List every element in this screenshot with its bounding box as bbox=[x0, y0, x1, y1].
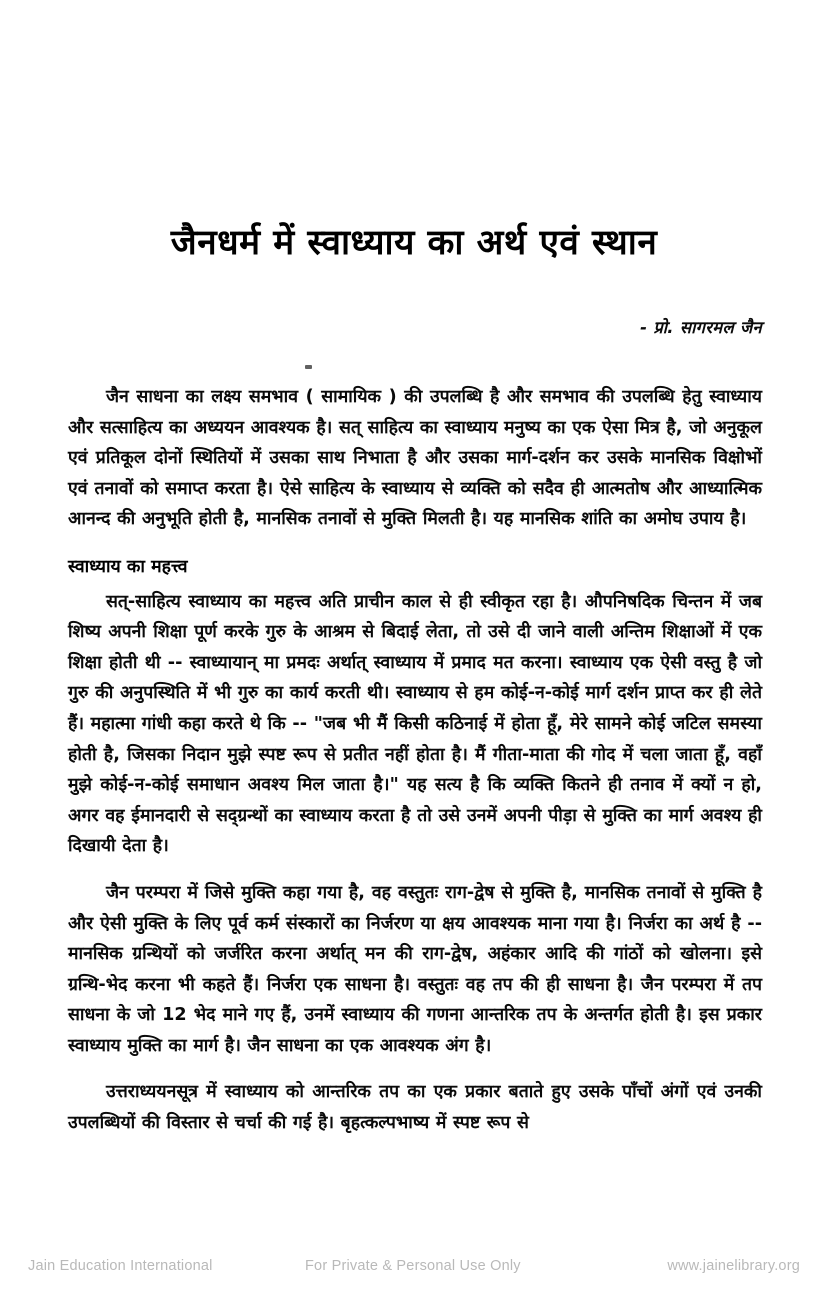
section-heading-importance-of-svadhyaya: स्वाध्याय का महत्त्व bbox=[68, 556, 188, 577]
page-footer bbox=[0, 1258, 828, 1282]
footer-website-url[interactable]: www.jainelibrary.org bbox=[667, 1258, 800, 1274]
author-byline: - प्रो. सागरमल जैन bbox=[640, 318, 762, 337]
footer-organization: Jain Education International bbox=[28, 1258, 213, 1274]
paragraph-3 bbox=[68, 878, 762, 1062]
paragraph-2 bbox=[68, 587, 762, 862]
page-title: जैनधर्म में स्वाध्याय का अर्थ एवं स्थान bbox=[170, 223, 658, 263]
paragraph-4: उत्तराध्ययनसूत्र में स्वाध्याय को आन्तरिक तप का एक प्रकार बताते हुए उसके पाँचों अंगों एवं उनकी उपलब्धियों की विस्तार से चर्चा की गई है। बृहत्कल्पभाष्य में स्पष्ट रूप से bbox=[68, 1082, 762, 1134]
paragraph-2-trailing-text: यह सत्य है कि व्यक्ति कितने ही तनाव में क्यों न हो, अगर वह ईमानदारी से सद्ग्रन्थों का स्वाध्याय करता है तो उसे उनमें अपनी पीड़ा से मुक्ति का मार्ग अवश्य ही दिखायी देता है। bbox=[68, 775, 762, 857]
gandhi-quotation: "जब भी मैं किसी कठिनाई में होता हूँ, मेरे सामने कोई जटिल समस्या होती है, जिसका निदान मुझे स्पष्ट रूप से प्रतीत नहीं होता है। मैं गीता-माता की गोद में चला जाता हूँ, वहाँ मुझे कोई-न-कोई समाधान अवश्य मिल जाता है।" bbox=[68, 713, 762, 796]
paragraph-3-text-a: जैन परम्परा में जिसे मुक्ति कहा गया है, वह वस्तुतः राग-द्वेष से मुक्ति है, मानसिक तनावों से मुक्ति है और ऐसी मुक्ति के लिए पूर्व कर्म संस्कारों का निर्जरण या क्षय आवश्यक माना गया है। निर्जरा का अर्थ है -- मानसिक ग्रन्थियों को जर्जरित करना अर्थात् मन की राग-द्वेष, अहंकार आदि की गांठों को खोलना। इसे ग्रन्थि-भेद करना भी कहते हैं। निर्जरा एक साधना है। वस्तुतः वह तप की ही साधना है। जैन परम्परा में तप साधना के जो bbox=[68, 882, 762, 1026]
paragraph-1: जैन साधना का लक्ष्य समभाव ( सामायिक ) की उपलब्धि है और समभाव की उपलब्धि हेतु स्वाध्याय और सत्साहित्य का अध्ययन आवश्यक है। सत् साहित्य का स्वाध्याय मनुष्य का एक ऐसा मित्र है, जो अनुकूल एवं प्रतिकूल दोनों स्थितियों में उसका साथ निभाता है और उसका मार्ग-दर्शन कर उसके मानसिक विक्षोभों एवं तनावों को समाप्त करता है। ऐसे साहित्य के स्वाध्याय से व्यक्ति को सदैव ही आत्मतोष और आध्यात्मिक आनन्द की अनुभूति होती है, मानसिक तनावों से मुक्ति मिलती है। यह मानसिक शांति का अमोघ उपाय है। bbox=[68, 387, 762, 530]
paragraph-2-lead-text: सत्-साहित्य स्वाध्याय का महत्त्व अति प्राचीन काल से ही स्वीकृत रहा है। औपनिषदिक चिन्तन में जब शिष्य अपनी शिक्षा पूर्ण करके गुरु के आश्रम से बिदाई लेता, तो उसे दी जाने वाली अन्तिम शिक्षाओं में एक शिक्षा होती थी -- स्वाध्यायान् मा प्रमदः अर्थात् स्वाध्याय में प्रमाद मत करना। स्वाध्याय एक ऐसी वस्तु है जो गुरु की अनुपस्थिति में भी गुरु का कार्य करती थी। स्वाध्याय से हम कोई-न-कोई मार्ग दर्शन प्राप्त कर ही लेते हैं। महात्मा गांधी कहा करते थे कि -- bbox=[68, 591, 762, 734]
title-block bbox=[0, 222, 828, 266]
paragraph-3-text-b: भेद माने गए हैं, उनमें स्वाध्याय की गणना आन्तरिक तप के अन्तर्गत होती है। इस प्रकार स्वाध्याय मुक्ति का मार्ग है। जैन साधना का एक आवश्यक अंग है। bbox=[68, 1005, 763, 1056]
scan-artifact-speck bbox=[305, 365, 312, 369]
body-text-column bbox=[68, 382, 762, 1139]
footer-usage-notice: For Private & Personal Use Only bbox=[305, 1258, 521, 1274]
tapa-types-count: 12 bbox=[162, 1005, 187, 1026]
